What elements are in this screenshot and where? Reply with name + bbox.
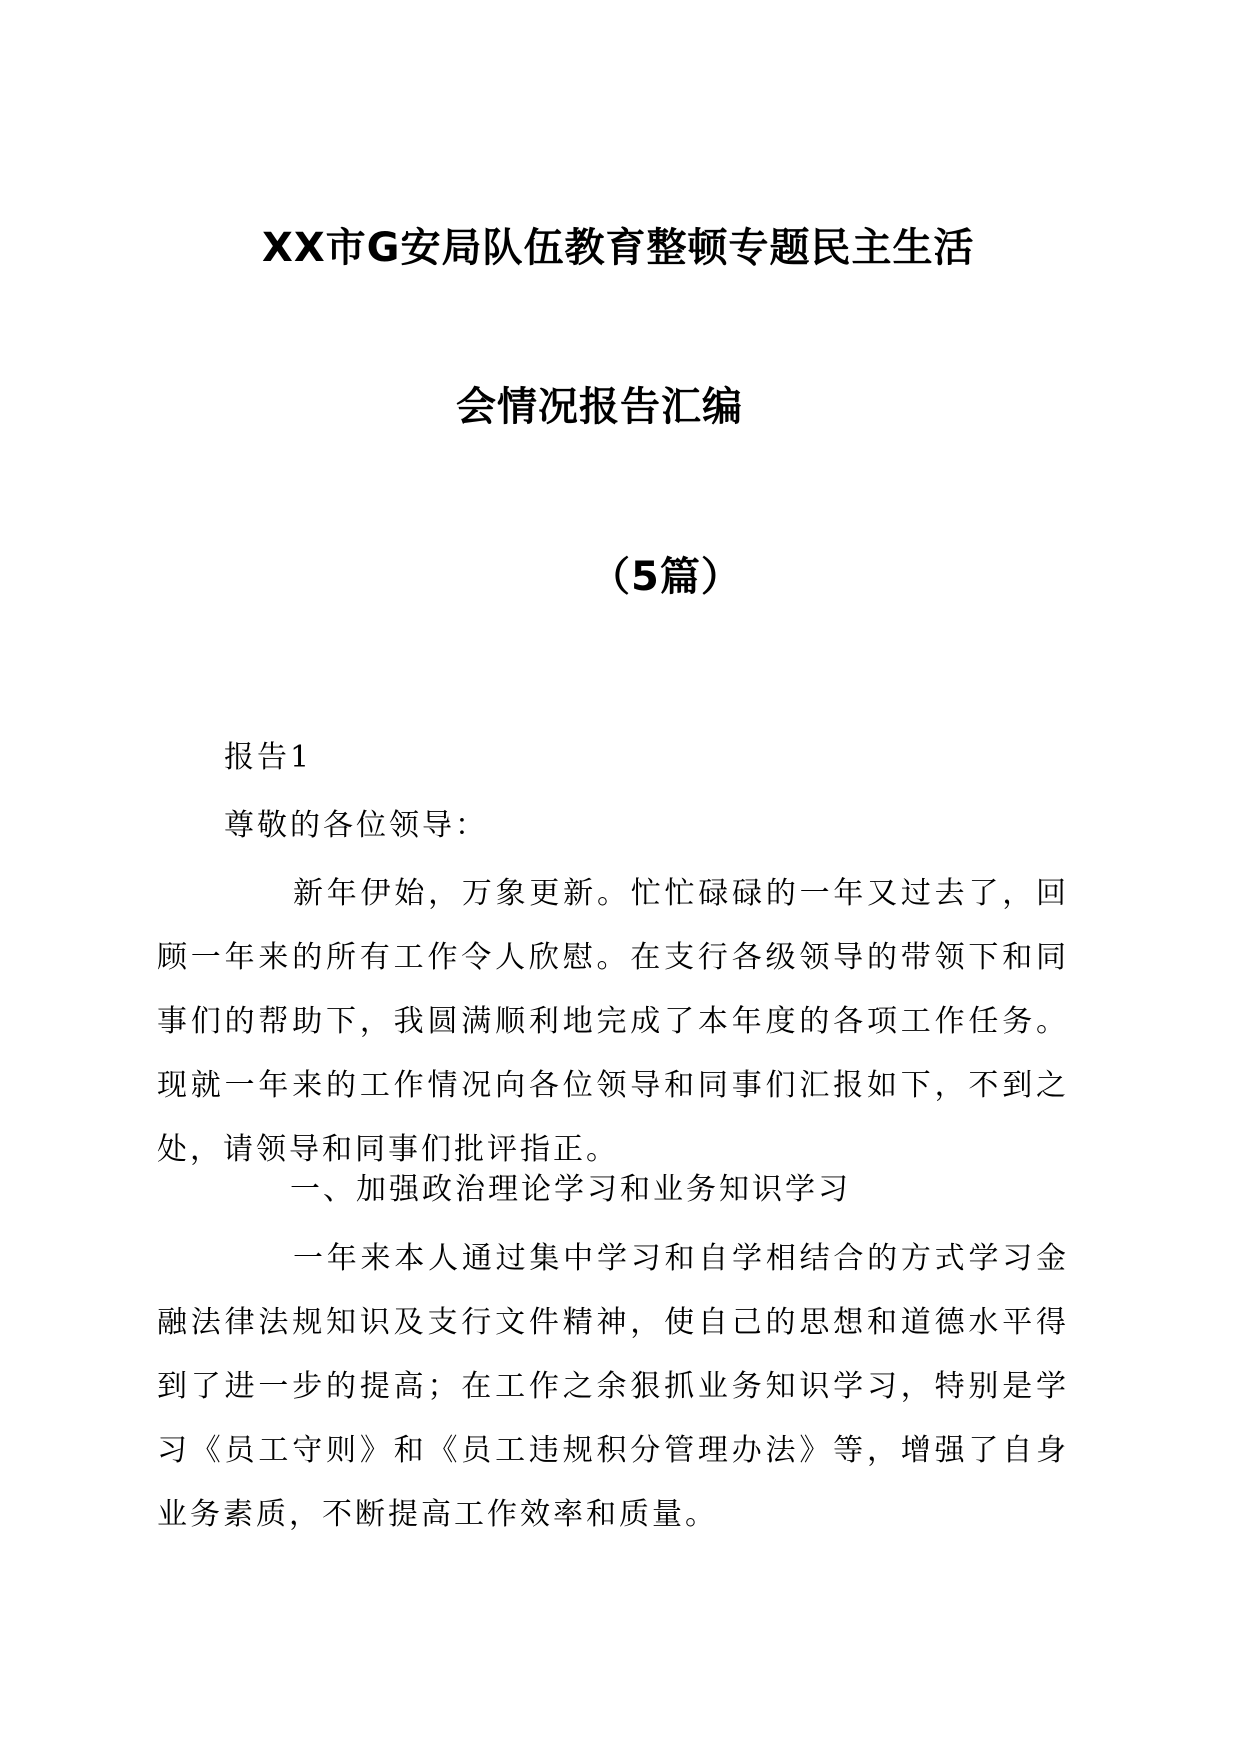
- body-paragraph-1: 新年伊始，万象更新。忙忙碌碌的一年又过去了，回顾一年来的所有工作令人欣慰。在支行各级领导的带领下和同事们的帮助下，我圆满顺利地完成了本年度的各项工作任务。现就一年来的工作情况向各位领导和同事们汇报如下，不到之处，请领导和同事们批评指正。: [157, 876, 1069, 1167]
- document-title-count: （5篇）: [590, 554, 742, 600]
- document-title-line-1: XX市G安局队伍教育整顿专题民主生活: [262, 225, 975, 271]
- salutation: 尊敬的各位领导：: [224, 808, 488, 843]
- report-label: 报告1: [224, 740, 313, 775]
- section-heading-1: 一、加强政治理论学习和业务知识学习: [290, 1172, 851, 1207]
- body-paragraph-2: 一年来本人通过集中学习和自学相结合的方式学习金融法律法规知识及支行文件精神，使自己的思想和道德水平得到了进一步的提高；在工作之余狠抓业务知识学习，特别是学习《员工守则》和《员工违规积分管理办法》等，增强了自身业务素质，不断提高工作效率和质量。: [157, 1241, 1069, 1532]
- document-title-line-2: 会情况报告汇编: [456, 384, 743, 430]
